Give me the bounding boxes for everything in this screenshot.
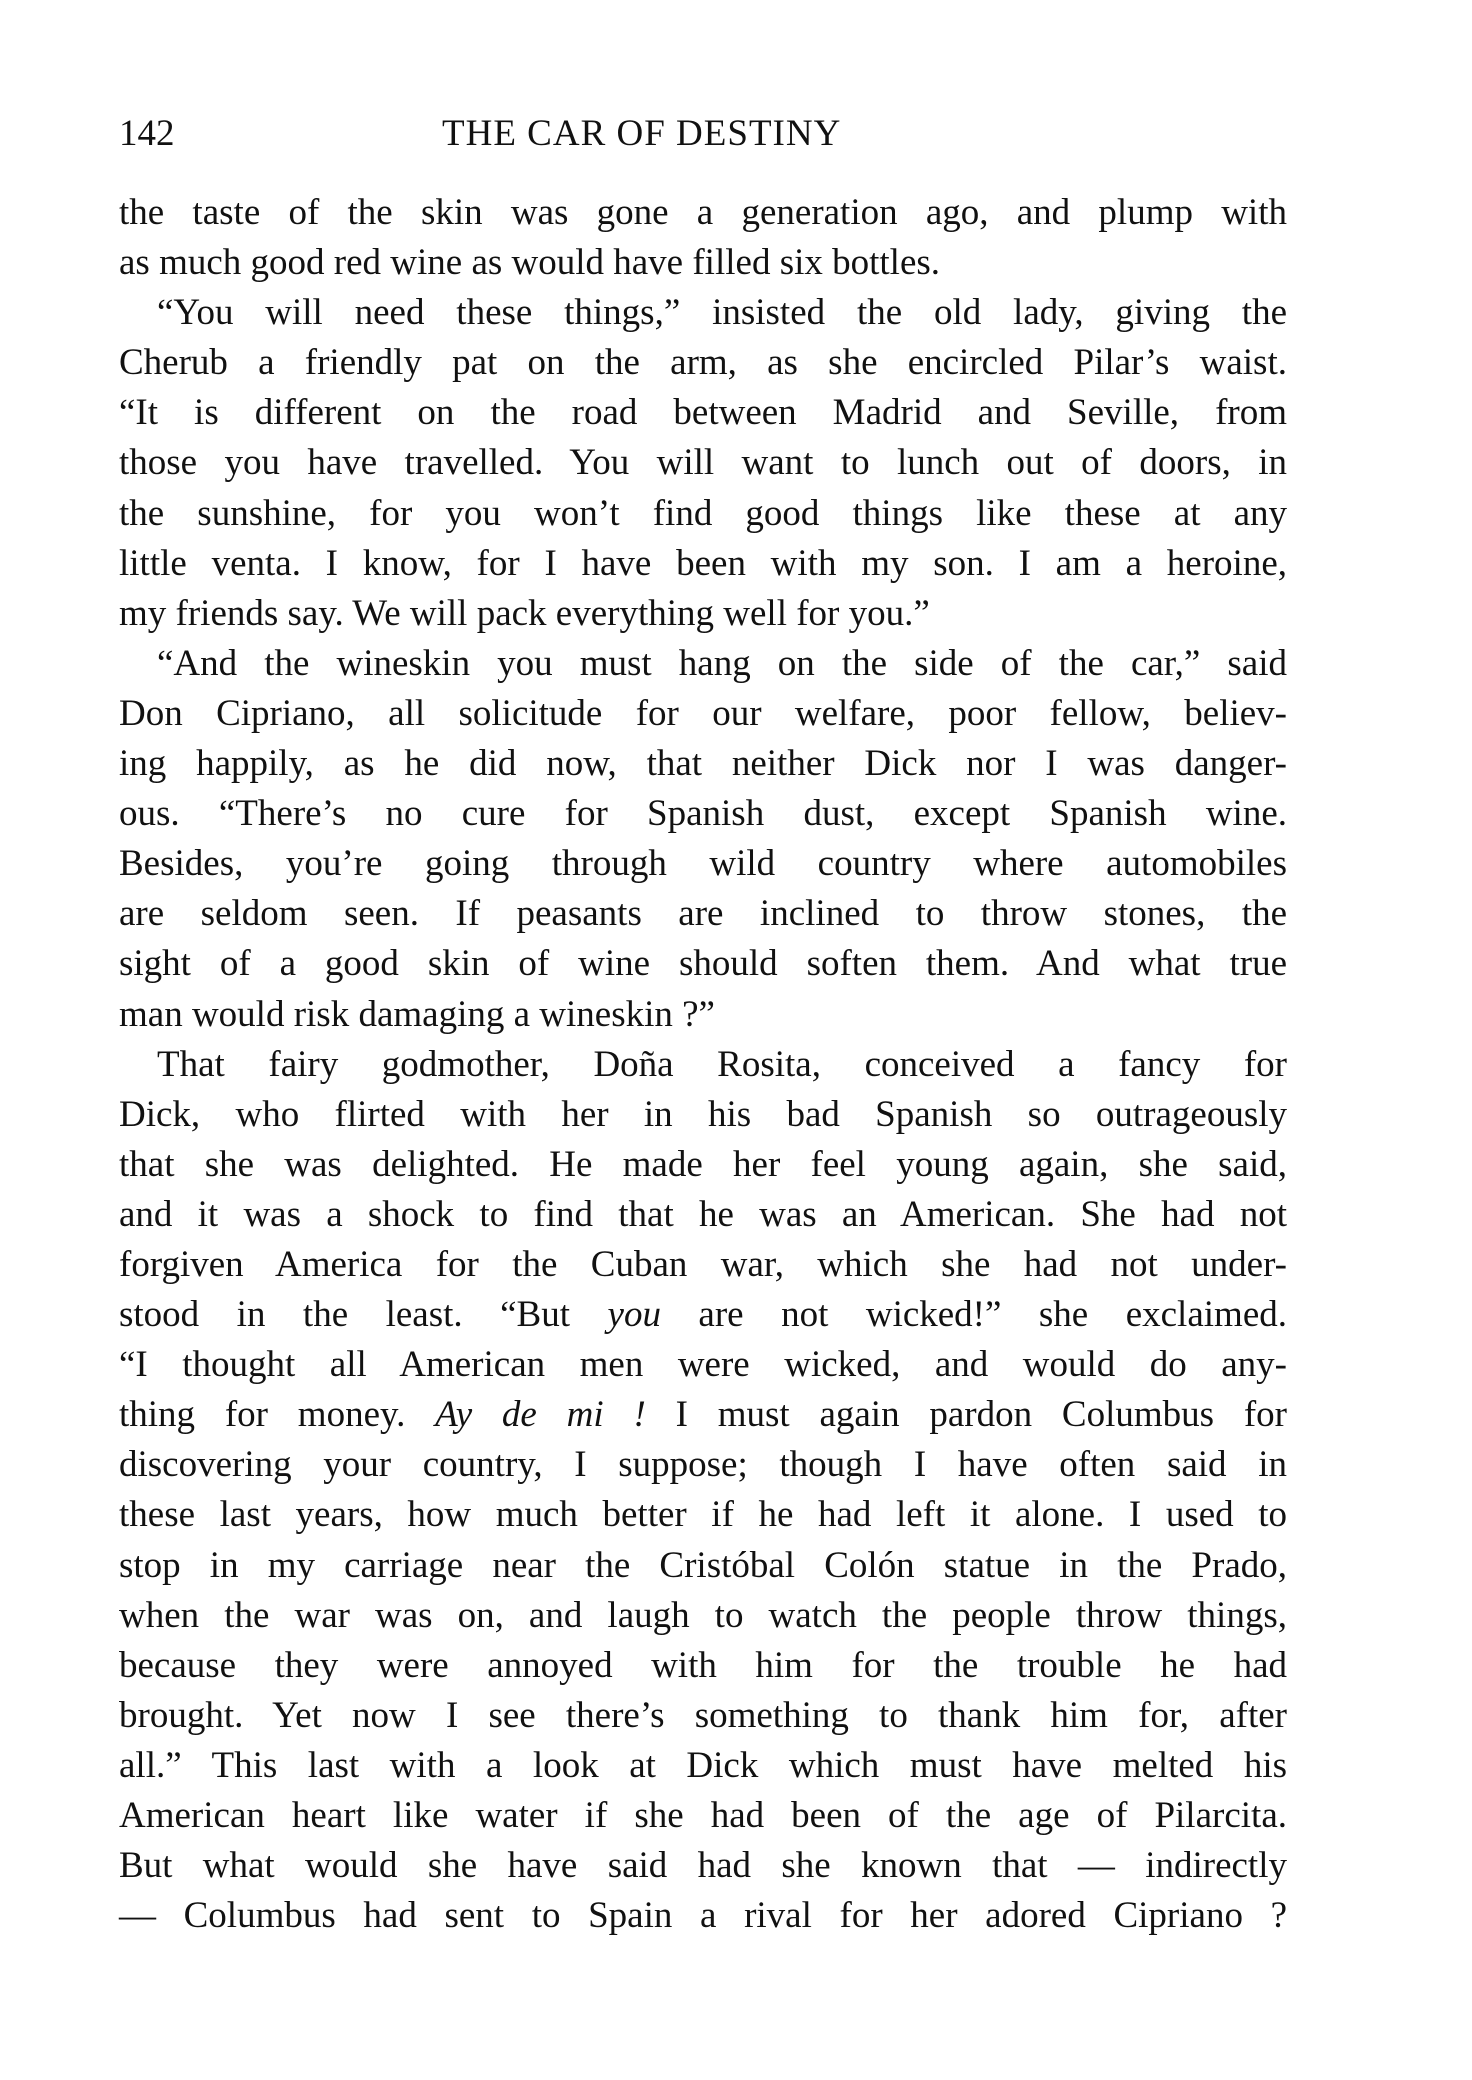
text-segment: ing happily, as he did now, that neither Dick nor I was danger-: [119, 743, 1287, 785]
text-line: [119, 1340, 1287, 1390]
text-segment: stood in the least. “But: [119, 1294, 608, 1336]
text-line: [119, 1490, 1287, 1540]
italic-text: Ay de mi !: [435, 1394, 646, 1436]
text-segment: But what would she have said had she known that — indirectly: [119, 1845, 1287, 1887]
text-line: [119, 839, 1287, 889]
text-segment: “And the wineskin you must hang on the side of the car,” said: [157, 642, 1287, 684]
text-line: [119, 1641, 1287, 1691]
text-segment: as much good red wine as would have filled six bottles.: [119, 242, 941, 284]
text-segment: thing for money.: [119, 1394, 436, 1436]
text-line: [119, 1090, 1287, 1140]
text-segment: forgiven America for the Cuban war, which she had not under-: [119, 1243, 1287, 1285]
text-line: [119, 438, 1287, 488]
text-segment: all.” This last with a look at Dick which must have melted his: [119, 1744, 1287, 1786]
page-number: 142: [119, 113, 175, 154]
text-line: [119, 388, 1287, 438]
text-segment: these last years, how much better if he had left it alone. I used to: [119, 1494, 1287, 1536]
text-line: [119, 489, 1287, 539]
running-header: [119, 112, 1287, 162]
text-segment: “I thought all American men were wicked, and would do any-: [119, 1344, 1287, 1386]
text-segment: “You will need these things,” insisted the old lady, giving the: [157, 292, 1287, 334]
text-segment: I must again pardon Columbus for: [645, 1394, 1287, 1436]
text-segment: because they were annoyed with him for the trouble he had: [119, 1644, 1287, 1686]
text-line: [119, 1591, 1287, 1641]
text-line: [119, 1691, 1287, 1741]
text-segment: discovering your country, I suppose; though I have often said in: [119, 1444, 1287, 1486]
text-segment: and it was a shock to find that he was an American. She had not: [119, 1193, 1287, 1235]
text-line: [119, 1190, 1287, 1240]
text-segment: ous. “There’s no cure for Spanish dust, except Spanish wine.: [119, 793, 1287, 835]
text-line: [119, 338, 1287, 388]
text-line: [119, 1140, 1287, 1190]
text-line: [119, 1891, 1287, 1941]
text-line: [119, 1290, 1287, 1340]
text-segment: “It is different on the road between Madrid and Seville, from: [119, 392, 1287, 434]
text-line: [119, 539, 1287, 589]
text-line: [119, 1440, 1287, 1490]
text-line: [119, 739, 1287, 789]
text-line: [119, 1791, 1287, 1841]
text-segment: my friends say. We will pack everything well for you.”: [119, 592, 930, 634]
text-line: [119, 288, 1287, 338]
text-segment: that she was delighted. He made her feel young again, she said,: [119, 1143, 1287, 1185]
text-segment: brought. Yet now I see there’s something to thank him for, after: [119, 1694, 1287, 1736]
text-line: [119, 639, 1287, 689]
text-segment: man would risk damaging a wineskin ?”: [119, 993, 715, 1035]
text-segment: sight of a good skin of wine should soften them. And what true: [119, 943, 1287, 985]
text-segment: those you have travelled. You will want to lunch out of doors, in: [119, 442, 1287, 484]
text-line: [119, 939, 1287, 989]
text-segment: the taste of the skin was gone a generation ago, and plump with: [119, 192, 1287, 233]
text-segment: are seldom seen. If peasants are inclined to throw stones, the: [119, 893, 1287, 935]
text-line: [119, 188, 1287, 238]
text-line: [119, 1040, 1287, 1090]
text-line: [119, 1541, 1287, 1591]
text-segment: Dick, who flirted with her in his bad Spanish so outrageously: [119, 1093, 1287, 1135]
text-segment: Cherub a friendly pat on the arm, as she encircled Pilar’s waist.: [119, 342, 1287, 384]
text-segment: stop in my carriage near the Cristóbal Colón statue in the Prado,: [119, 1544, 1287, 1586]
body-text: [119, 188, 1287, 1941]
text-line: [119, 238, 1287, 288]
text-line: [119, 1240, 1287, 1290]
text-line: [119, 1390, 1287, 1440]
text-segment: American heart like water if she had been of the age of Pilarcita.: [119, 1795, 1287, 1836]
text-segment: Don Cipriano, all solicitude for our welfare, poor fellow, believ-: [119, 692, 1287, 734]
text-line: [119, 789, 1287, 839]
text-segment: Besides, you’re going through wild country where automobiles: [119, 843, 1287, 885]
text-line: [119, 990, 1287, 1040]
text-segment: — Columbus had sent to Spain a rival for her adored Cipriano ?: [119, 1895, 1287, 1937]
italic-text: you: [607, 1294, 661, 1336]
text-line: [119, 589, 1287, 639]
text-segment: little venta. I know, for I have been with my son. I am a heroine,: [119, 542, 1287, 584]
text-line: [119, 689, 1287, 739]
text-line: [119, 1841, 1287, 1891]
running-title: THE CAR OF DESTINY: [442, 113, 842, 154]
text-segment: when the war was on, and laugh to watch the people throw things,: [119, 1594, 1287, 1636]
text-segment: the sunshine, for you won’t find good things like these at any: [119, 492, 1287, 534]
text-segment: That fairy godmother, Doña Rosita, conceived a fancy for: [157, 1043, 1287, 1085]
text-line: [119, 889, 1287, 939]
text-segment: are not wicked!” she exclaimed.: [660, 1294, 1287, 1336]
text-line: [119, 1741, 1287, 1791]
